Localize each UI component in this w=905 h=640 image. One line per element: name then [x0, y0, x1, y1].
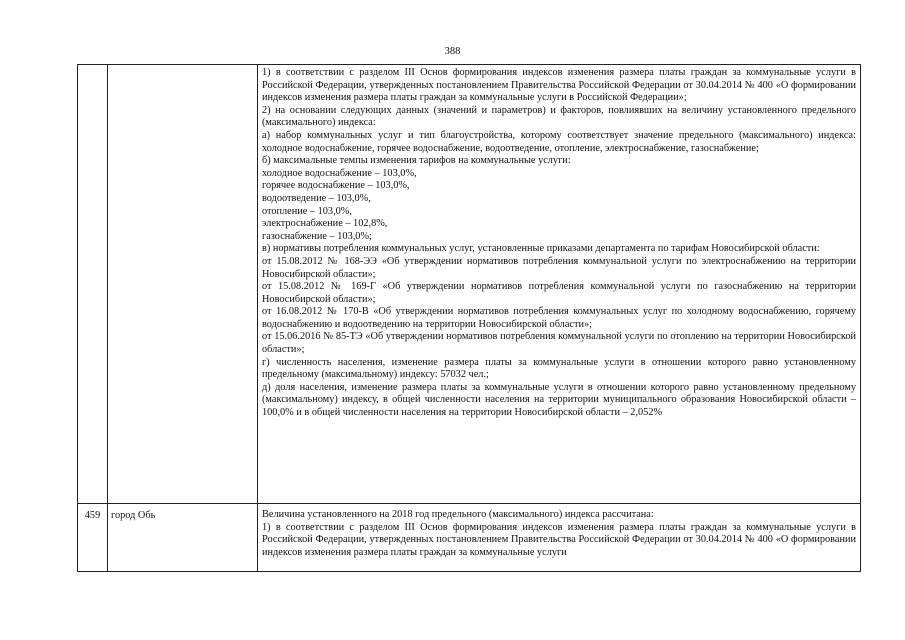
page-number: 388	[444, 46, 461, 57]
paragraph: 1) в соответствии с разделом III Основ формирования индексов изменения размера платы граждан за коммунальные услуги в Российской Федерации, утвержденных постановлением Правительства Российской Федерации от 30.04.2014 № 400 «О формировании индексов изменения размера платы граждан за коммунальные услуги	[262, 521, 856, 558]
paragraph: Величина установленного на 2018 год предельного (максимального) индекса рассчитана:	[262, 509, 654, 520]
paragraph: газоснабжение – 103,0%;	[262, 230, 372, 242]
municipality-name: город Обь	[108, 504, 258, 572]
row-number	[78, 65, 108, 504]
paragraph: отопление – 103,0%,	[262, 205, 352, 217]
index-justification	[258, 504, 861, 572]
paragraph: в) нормативы потребления коммунальных услуг, установленные приказами департамента по тарифам Новосибирской области:	[262, 243, 820, 255]
paragraph: от 15.08.2012 № 169-Г «Об утверждении нормативов потребления коммунальной услуги по газоснабжению на территории Новосибирской области»;	[262, 281, 856, 305]
index-table	[77, 64, 861, 572]
table-row	[78, 65, 861, 504]
paragraph: 2) на основании следующих данных (значений и параметров) и факторов, повлиявших на величину установленного предельного (максимального) индекса:	[262, 104, 856, 129]
paragraph: г) численность населения, изменение размера платы за коммунальные услуги в отношении которого равно установленному предельному (максимальному) индексу: 57032 чел.;	[262, 356, 856, 381]
paragraph: д) доля населения, изменение размера платы за коммунальные услуги в отношении которого равно установленному предельному (максимальному) индексу, в общей численности населения на территории муниципального образования Новосибирской области – 100,0% и в общей численности населения на территории Новосибирской области – 2,052%	[262, 381, 856, 419]
paragraph: горячее водоснабжение – 103,0%,	[262, 180, 410, 192]
index-justification	[258, 65, 861, 504]
paragraph: водоотведение – 103,0%,	[262, 192, 371, 204]
paragraph: от 15.06.2016 № 85-ТЭ «Об утверждении нормативов потребления коммунальной услуги по отоплению на территории Новосибирской области»;	[262, 331, 856, 356]
paragraph: от 16.08.2012 № 170-В «Об утверждении нормативов потребления коммунальных услуг по холодному водоснабжению, горячему водоснабжению и водоотведению на территории Новосибирской области»;	[262, 306, 856, 330]
paragraph: холодное водоснабжение – 103,0%,	[262, 167, 417, 179]
paragraph: от 15.08.2012 № 168-ЭЭ «Об утверждении нормативов потребления коммунальной услуги по электроснабжению на территории Новосибирской области»;	[262, 255, 856, 280]
municipality-name	[108, 65, 258, 504]
paragraph: 1) в соответствии с разделом III Основ формирования индексов изменения размера платы граждан за коммунальные услуги в Российской Федерации, утвержденных постановлением Правительства Российской Федерации от 30.04.2014 № 400 «О формировании индексов изменения размера платы граждан за коммунальные услуги в Российской Федерации»;	[262, 67, 856, 104]
paragraph: а) набор коммунальных услуг и тип благоустройства, которому соответствует значение предельного (максимального) индекса: холодное водоснабжение, горячее водоснабжение, водоотведение, отопление, электроснабжение, газоснабжение;	[262, 129, 856, 154]
paragraph: б) максимальные темпы изменения тарифов на коммунальные услуги:	[262, 155, 571, 167]
paragraph: электроснабжение – 102,8%,	[262, 218, 388, 230]
row-number: 459	[78, 504, 108, 572]
table-row	[78, 504, 861, 572]
